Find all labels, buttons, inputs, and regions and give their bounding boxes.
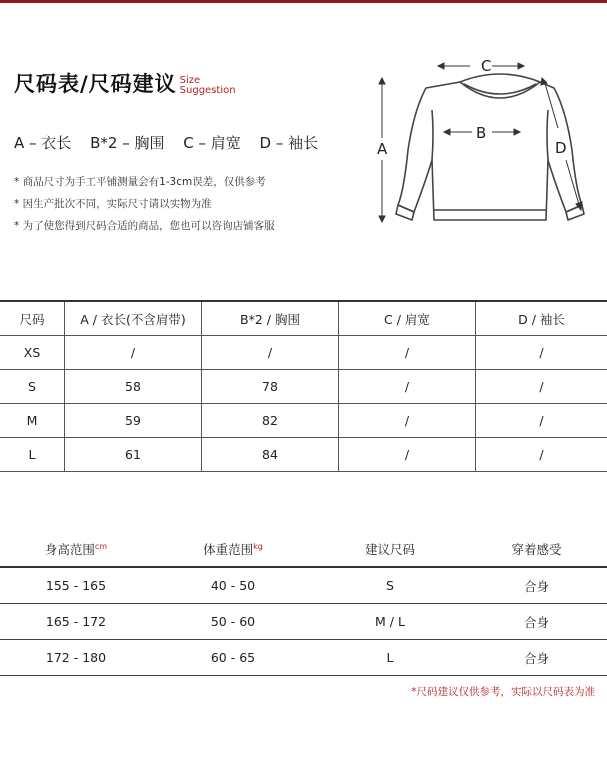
legend-c: C – 肩宽: [183, 134, 241, 152]
table-row: 155 - 165 40 - 50 S 合身: [0, 567, 607, 604]
rec-table-header: [0, 532, 607, 567]
legend-b: B*2 – 胸围: [90, 134, 165, 152]
legend-d: D – 袖长: [259, 134, 319, 152]
label-b: B: [476, 124, 487, 142]
table-row: XS / / / /: [0, 336, 607, 370]
note-1: * 商品尺寸为手工平铺测量会有1-3cm误差，仅供参考: [14, 176, 266, 188]
recommendation-table: [0, 532, 607, 676]
page-title: [14, 68, 236, 98]
table-row: L 61 84 / /: [0, 438, 607, 472]
size-table-header: [0, 301, 607, 336]
header-b: B*2 / 胸围: [202, 301, 339, 336]
size-table: [0, 300, 607, 472]
table-row: S 58 78 / /: [0, 370, 607, 404]
header-height: 身高范围$^{cm}$: [0, 532, 152, 567]
note-3: * 为了使您得到尺码合适的商品，您也可以咨询店铺客服: [14, 220, 275, 232]
top-accent-line: [0, 0, 607, 3]
header-c: C / 肩宽: [339, 301, 476, 336]
label-d: D: [555, 139, 567, 157]
header-fit: 穿着感受: [466, 532, 607, 567]
sweater-diagram: [368, 50, 600, 240]
measurement-legend: [14, 132, 332, 153]
header-d: D / 袖长: [476, 301, 607, 336]
note-2: * 因生产批次不同，实际尺寸请以实物为准: [14, 198, 212, 210]
header-weight: 体重范围$^{kg}$: [152, 532, 314, 567]
title-subtitle: Size Suggestion: [179, 75, 236, 96]
label-c: C: [481, 57, 492, 75]
header-suggested-size: 建议尺码: [314, 532, 466, 567]
header-size: 尺码: [0, 301, 65, 336]
table-row: 165 - 172 50 - 60 M / L 合身: [0, 604, 607, 640]
title-main: 尺码表/尺码建议: [14, 72, 177, 96]
legend-a: A – 衣长: [14, 134, 72, 152]
sweater-illustration: [368, 50, 600, 240]
table-row: M 59 82 / /: [0, 404, 607, 438]
label-a: A: [377, 140, 388, 158]
measurement-notes: [14, 171, 275, 237]
header-a: A / 衣长(不含肩带): [65, 301, 202, 336]
footnote: *尺码建议仅供参考，实际以尺码表为准: [411, 686, 595, 698]
table-row: 172 - 180 60 - 65 L 合身: [0, 640, 607, 676]
